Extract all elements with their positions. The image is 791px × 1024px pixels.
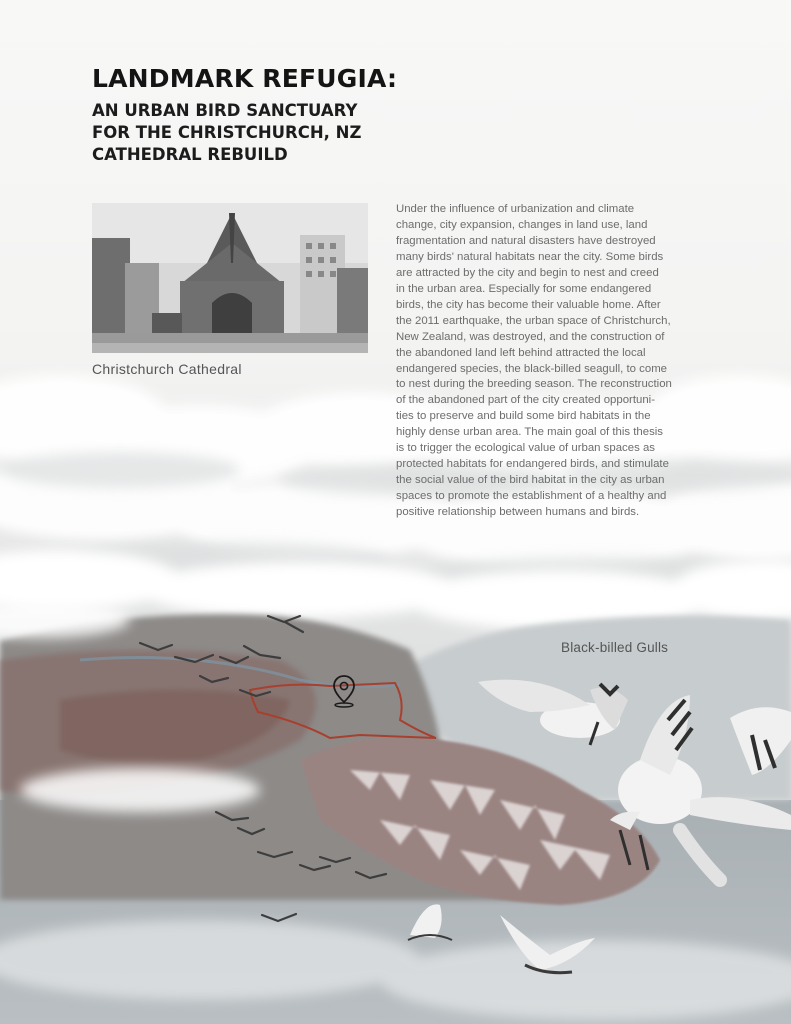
body-line: change, city expansion, changes in land use, land	[396, 218, 648, 231]
subtitle-line: CATHEDRAL REBUILD	[92, 145, 288, 164]
body-line: of the abandoned part of the city created opportuni-	[396, 394, 655, 407]
body-line: New Zealand, was destroyed, and the construction of	[396, 330, 665, 343]
body-line: positive relationship between humans and birds.	[396, 506, 640, 519]
body-line: is to trigger the ecological value of urban spaces as	[396, 442, 655, 455]
intro-paragraph	[396, 202, 706, 521]
body-line: spaces to promote the establishment of a healthy and	[396, 490, 667, 503]
body-line: birds, the city has become their valuable home. After	[396, 298, 661, 311]
body-line: the social value of the bird habitat in the city as urban	[396, 474, 665, 487]
body-line: the 2011 earthquake, the urban space of Christchurch,	[396, 314, 671, 327]
body-line: endangered species, the black-billed seagull, to come	[396, 362, 668, 375]
body-line: are attracted by the city and begin to nest and creed	[396, 266, 659, 279]
page-subtitle	[92, 100, 392, 166]
body-line: Under the influence of urbanization and climate	[396, 203, 635, 215]
location-pin-icon	[331, 674, 357, 708]
body-line: highly dense urban area. The main goal of this thesis	[396, 426, 664, 439]
body-line: in the urban area. Especially for some endangered	[396, 282, 652, 295]
body-line: protected habitats for endangered birds, and stimulate	[396, 458, 669, 471]
subtitle-line: AN URBAN BIRD SANCTUARY	[92, 101, 358, 120]
body-line: fragmentation and natural disasters have destroyed	[396, 234, 656, 247]
page-title: LANDMARK REFUGIA:	[92, 64, 398, 93]
body-line: the abandoned land left behind attracted the local	[396, 346, 646, 359]
body-line: ties to preserve and build some bird habitats in the	[396, 410, 651, 423]
cathedral-photo-icon	[92, 203, 368, 353]
body-line: to nest during the breeding season. The reconstruction	[396, 378, 672, 391]
gull-label: Black-billed Gulls	[561, 640, 669, 655]
subtitle-line: FOR THE CHRISTCHURCH, NZ	[92, 123, 362, 142]
cathedral-photo	[92, 203, 368, 353]
body-line: many birds' natural habitats near the city. Some birds	[396, 250, 664, 263]
photo-caption: Christchurch Cathedral	[92, 361, 242, 377]
